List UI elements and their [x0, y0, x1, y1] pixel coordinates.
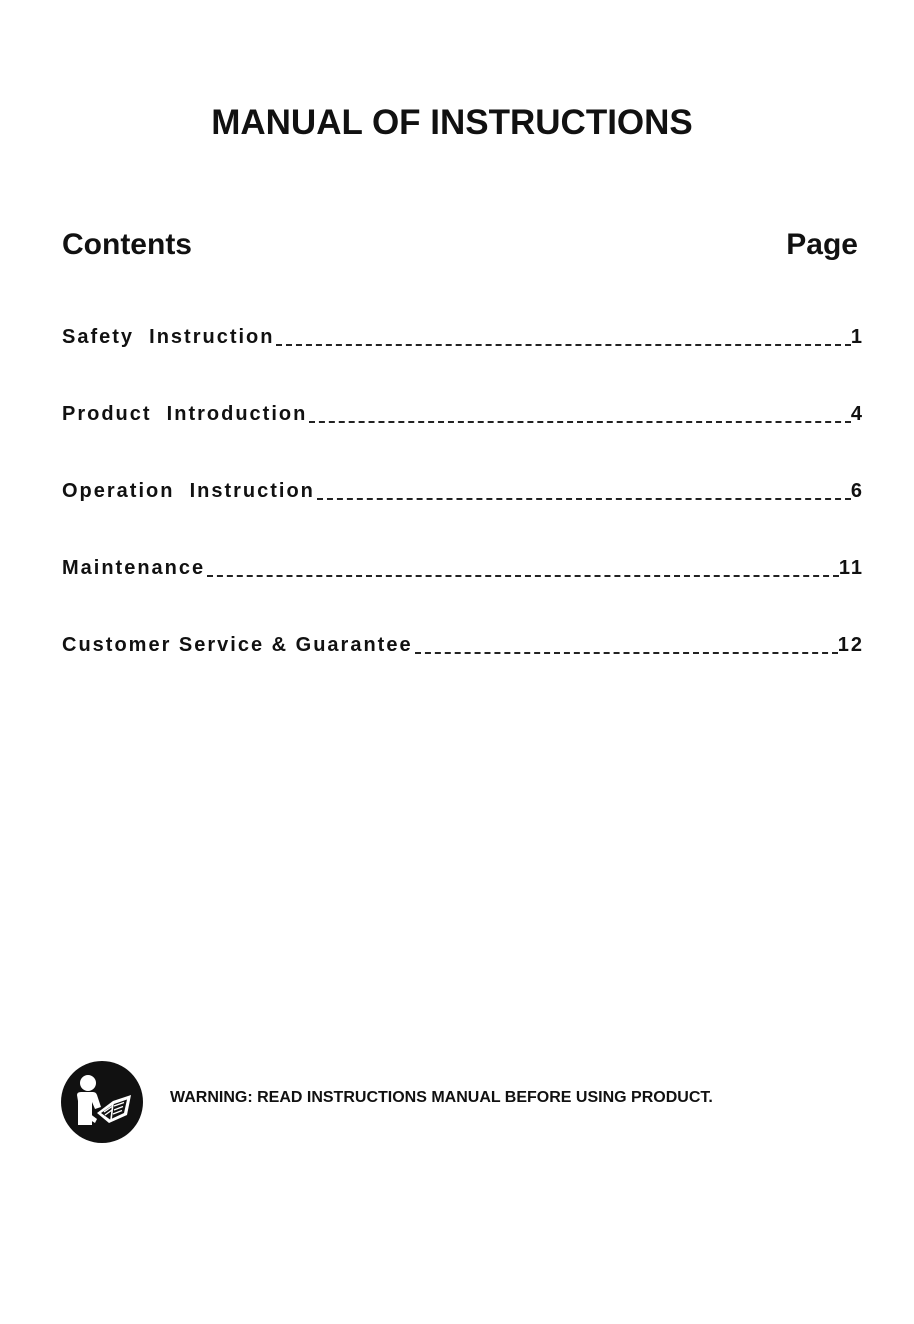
toc-entry-maintenance[interactable] [62, 547, 862, 581]
toc-entry-customer-service[interactable] [62, 624, 862, 658]
toc-leader-line [309, 421, 851, 423]
toc-leader-line [207, 575, 839, 577]
toc-leader-line [415, 652, 838, 654]
toc-entry-label: Operation Instruction [62, 480, 315, 502]
toc-entry-label: Customer Service & Guarantee [62, 634, 413, 656]
toc-leader-line [317, 498, 851, 500]
toc-entry-page: 6 [850, 480, 864, 502]
toc-entry-product-introduction[interactable] [62, 393, 862, 427]
toc-entry-page: 11 [838, 557, 864, 579]
table-of-contents [62, 316, 862, 701]
toc-entry-label: Product Introduction [62, 403, 308, 425]
warning-text: WARNING: READ INSTRUCTIONS MANUAL BEFORE USING PRODUCT. [170, 1089, 713, 1106]
document-title: MANUAL OF INSTRUCTIONS [211, 103, 693, 142]
warning-notice [61, 1061, 861, 1145]
read-manual-icon [61, 1061, 143, 1143]
toc-entry-page: 4 [850, 403, 864, 425]
toc-entry-page: 12 [837, 634, 864, 656]
contents-heading: Contents [62, 228, 192, 261]
toc-entry-label: Safety Instruction [62, 326, 275, 348]
toc-entry-safety-instruction[interactable] [62, 316, 862, 350]
toc-leader-line [276, 344, 850, 346]
toc-entry-label: Maintenance [62, 557, 206, 579]
toc-entry-operation-instruction[interactable] [62, 470, 862, 504]
toc-entry-page: 1 [850, 326, 864, 348]
page-heading: Page [786, 228, 858, 261]
